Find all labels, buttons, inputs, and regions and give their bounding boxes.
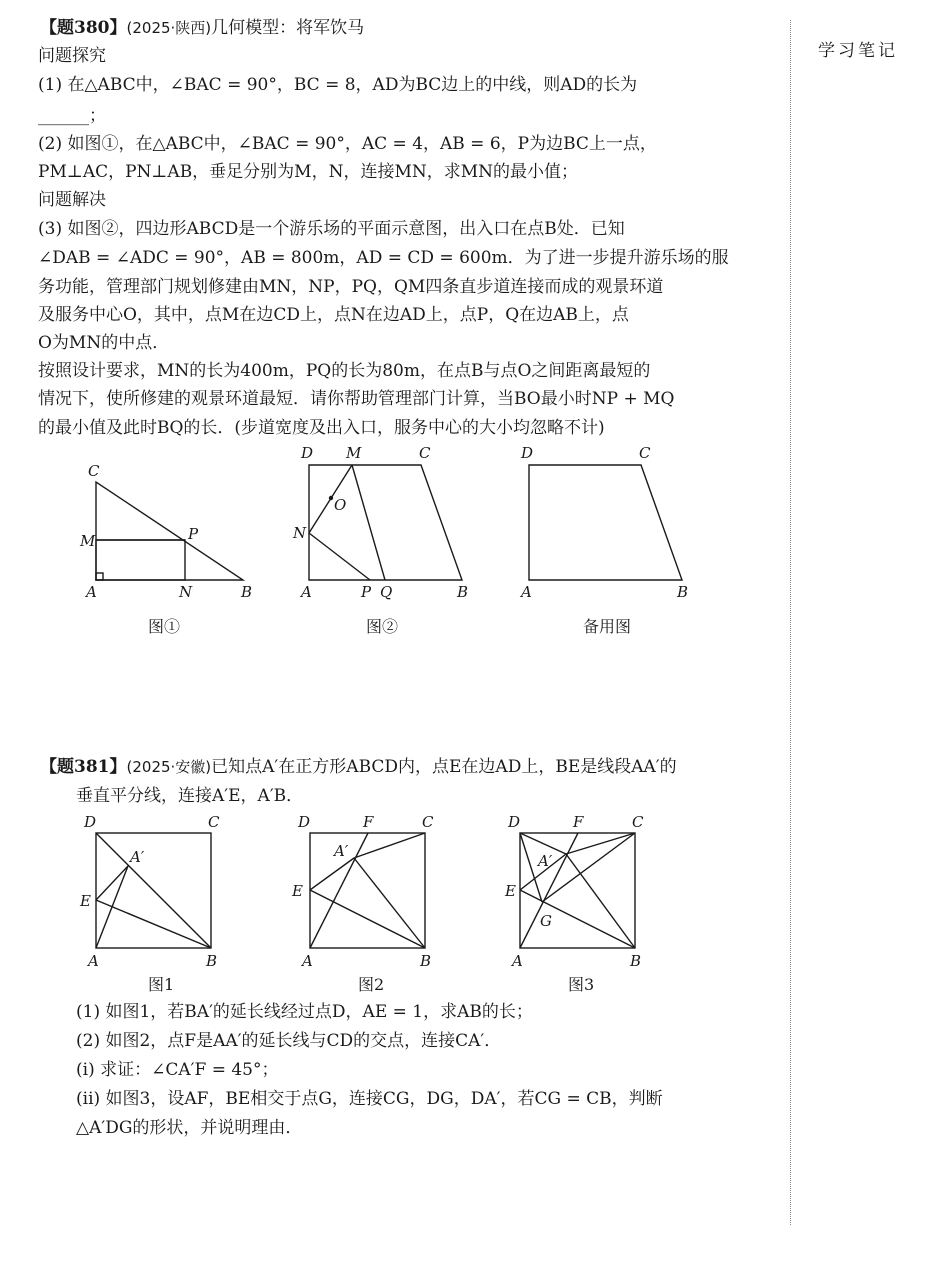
- label-m: M: [80, 532, 96, 550]
- problem-381-tag: 【题381】: [40, 757, 127, 777]
- problem-381-intro-line2: 垂直平分线，连接A′E，A′B．: [76, 786, 304, 806]
- figure-1-caption: 图①: [148, 617, 181, 636]
- label-b: B: [677, 583, 689, 601]
- figure-backup-caption: 备用图: [583, 617, 632, 636]
- p380-line: 及服务中心O，其中，点M在边CD上，点N在边AD上，点P，Q在边AB上，点: [38, 305, 629, 325]
- figure-381-3: [500, 808, 660, 998]
- p381-line: △A′DG的形状，并说明理由．: [76, 1118, 303, 1138]
- p381-line: (2) 如图2，点F是AA′的延长线与CD的交点，连接CA′．: [76, 1031, 502, 1051]
- problem-381-header: [40, 753, 677, 781]
- problem-380-source: (2025·陕西): [126, 19, 212, 37]
- label-p: P: [188, 525, 199, 543]
- figure-2-park: [290, 440, 490, 650]
- problem-380-header: [40, 14, 364, 42]
- quadrilateral-abcd: [529, 465, 682, 580]
- label-n: N: [179, 583, 193, 601]
- segment-mq: [352, 465, 385, 580]
- p380-line: O为MN的中点．: [38, 333, 170, 353]
- label-c: C: [422, 813, 434, 831]
- segment-db: [96, 833, 211, 948]
- p380-line: (1) 在△ABC中，∠BAC = 90°，BC = 8，AD为BC边上的中线，则AD的长为: [38, 75, 638, 95]
- square-abcd: [310, 833, 425, 948]
- label-c: C: [208, 813, 220, 831]
- label-d: D: [508, 813, 521, 831]
- sidebar-title: 学习笔记: [818, 41, 898, 61]
- p380-line: (3) 如图②，四边形ABCD是一个游乐场的平面示意图，出入口在点B处．已知: [38, 219, 625, 239]
- segment-gc: [542, 833, 635, 902]
- p380-line: 问题探究: [38, 46, 106, 66]
- problem-380-tag: 【题380】: [40, 18, 127, 38]
- label-a: A: [302, 952, 313, 970]
- p381-line: (i) 求证：∠CA′F = 45°；: [76, 1060, 279, 1080]
- label-f: F: [573, 813, 584, 831]
- label-a: A: [88, 952, 99, 970]
- point-o: [329, 496, 333, 500]
- problem-380-title: 几何模型：将军饮马: [211, 18, 365, 38]
- label-a1: A′: [538, 852, 553, 870]
- figure-backup: [510, 440, 710, 650]
- p380-line: PM⊥AC，PN⊥AB，垂足分别为M，N，连接MN，求MN的最小值；: [38, 162, 579, 182]
- label-c: C: [632, 813, 644, 831]
- segment-eb: [96, 900, 211, 948]
- problem-381-intro: 已知点A′在正方形ABCD内，点E在边AD上，BE是线段AA′的: [211, 757, 677, 777]
- label-c: C: [639, 444, 651, 462]
- figure-381-3-caption: 图3: [568, 975, 595, 994]
- p380-line: (2) 如图①，在△ABC中，∠BAC = 90°，AC = 4，AB = 6，P为边BC上一点，: [38, 134, 657, 154]
- label-a1: A′: [130, 848, 145, 866]
- label-a: A: [86, 583, 97, 601]
- p380-line: 的最小值及此时BQ的长．(步道宽度及出入口，服务中心的大小均忽略不计): [38, 418, 605, 438]
- segment-eb: [310, 890, 425, 948]
- label-b: B: [420, 952, 432, 970]
- segment-ea1: [96, 866, 128, 900]
- figure-381-1-caption: 图1: [148, 975, 175, 994]
- segment-a1b: [354, 858, 425, 948]
- label-b: B: [630, 952, 642, 970]
- p380-line: 按照设计要求，MN的长为400m，PQ的长为80m，在点B与点O之间距离最短的: [38, 361, 651, 381]
- label-e: E: [80, 892, 91, 910]
- label-p: P: [361, 583, 372, 601]
- segment-aa1: [96, 866, 128, 948]
- figure-381-2-caption: 图2: [358, 975, 385, 994]
- segment-a1b: [566, 854, 635, 948]
- segment-np: [309, 533, 370, 580]
- label-d: D: [521, 444, 534, 462]
- label-g: G: [540, 912, 552, 930]
- segment-eb: [520, 890, 635, 948]
- label-b: B: [241, 583, 253, 601]
- rectangle-ampn: [96, 540, 185, 580]
- problem-381-source: (2025·安徽): [126, 758, 212, 776]
- p380-line: 务功能，管理部门规划修建由MN，NP，PQ，QM四条直步道连接而成的观景环道: [38, 277, 664, 297]
- p380-line: ______；: [38, 106, 106, 126]
- label-o: O: [334, 496, 347, 514]
- triangle-abc: [96, 482, 243, 580]
- segment-mn-hidden: [96, 540, 185, 580]
- label-e: E: [292, 882, 303, 900]
- figure-2-caption: 图②: [366, 617, 399, 636]
- p380-line: ∠DAB = ∠ADC = 90°，AB = 800m，AD = CD = 600m．为了进一步提升游乐场的服: [38, 248, 729, 268]
- sidebar-divider: [790, 20, 791, 1225]
- label-a: A: [521, 583, 532, 601]
- right-angle-mark: [96, 573, 103, 580]
- p381-line: (ii) 如图3，设AF，BE相交于点G，连接CG，DG，DA′，若CG = CB，判断: [76, 1089, 663, 1109]
- segment-a1c: [354, 833, 425, 858]
- label-f: F: [363, 813, 374, 831]
- label-a: A: [512, 952, 523, 970]
- figure-381-1: [76, 808, 236, 998]
- label-q: Q: [380, 583, 393, 601]
- label-m: M: [346, 444, 362, 462]
- label-d: D: [301, 444, 314, 462]
- label-b: B: [206, 952, 218, 970]
- label-d: D: [84, 813, 97, 831]
- label-c: C: [419, 444, 431, 462]
- label-b: B: [457, 583, 469, 601]
- label-c: C: [88, 462, 100, 480]
- label-e: E: [505, 882, 516, 900]
- p381-line: (1) 如图1，若BA′的延长线经过点D，AE = 1，求AB的长；: [76, 1002, 533, 1022]
- label-d: D: [298, 813, 311, 831]
- label-a: A: [301, 583, 312, 601]
- figure-381-2: [290, 808, 450, 998]
- p380-line: 情况下，使所修建的观景环道最短．请你帮助管理部门计算，当BO最小时NP + MQ: [38, 389, 675, 409]
- segment-af: [520, 833, 578, 948]
- quadrilateral-abcd: [309, 465, 462, 580]
- label-n: N: [293, 524, 307, 542]
- segment-da1: [520, 833, 566, 854]
- label-a1: A′: [334, 842, 349, 860]
- p380-line: 问题解决: [38, 190, 106, 210]
- figure-1-triangle: [78, 460, 268, 650]
